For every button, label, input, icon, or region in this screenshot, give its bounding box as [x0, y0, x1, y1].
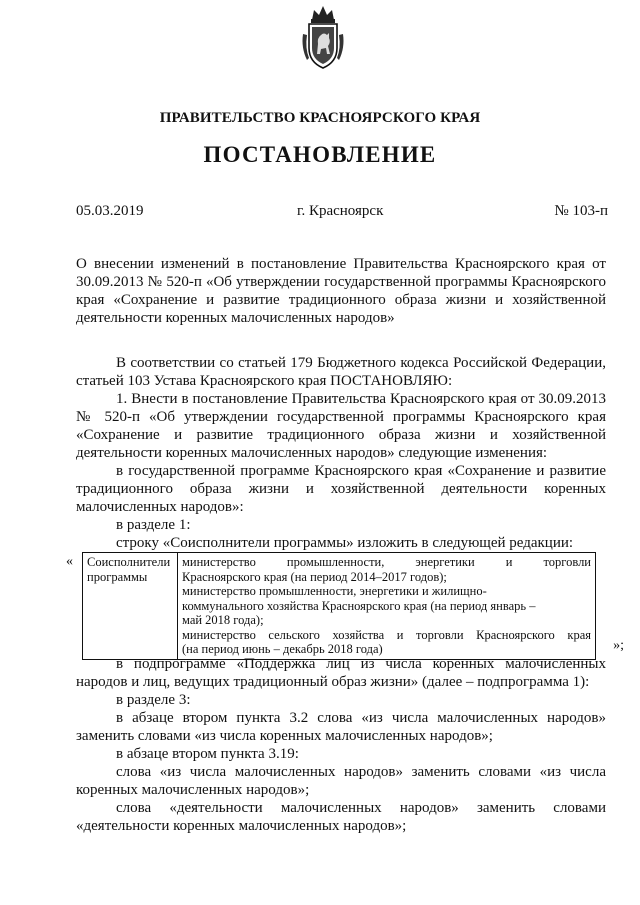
quote-open: «: [66, 554, 73, 569]
paragraph-item-1: 1. Внести в постановление Правительства Красноярского края от 30.09.2013 № 520-п «Об утверждении государственной программы Красноярского края «Сохранение и развитие традиционного образа жизни и хозяйственной деятельности коренных малочисленных народов» следующие изменения:: [76, 391, 606, 461]
paragraph-words-1: слова «из числа малочисленных народов» заменить словами «из числа коренных малочисленных народов»;: [76, 764, 606, 798]
inserted-table-block: [66, 552, 624, 656]
paragraph-subprogram: в подпрограмме «Поддержка лиц из числа коренных малочисленных народов и лиц, ведущих традиционный образ жизни» (далее – подпрограмма 1):: [76, 656, 606, 690]
paragraph-basis: В соответствии со статьей 179 Бюджетного кодекса Российской Федерации, статьей 103 Устава Красноярского края ПОСТАНОВЛЯЮ:: [76, 355, 606, 389]
co-executors-table: [82, 552, 596, 660]
table-line: министерство сельского хозяйства и торговли Красноярского края: [182, 627, 591, 642]
table-row: [83, 553, 596, 660]
table-line: май 2018 года);: [182, 613, 264, 627]
table-line: (на период июнь – декабрь 2018 года): [182, 642, 383, 656]
paragraph-section-1: в разделе 1:: [116, 517, 191, 533]
paragraph-row-edit: строку «Соисполнители программы» изложить в следующей редакции:: [116, 535, 574, 551]
organization-title: ПРАВИТЕЛЬСТВО КРАСНОЯРСКОГО КРАЯ: [159, 110, 481, 126]
paragraph-section-3: в разделе 3:: [116, 692, 191, 708]
table-value-cell: [178, 553, 596, 660]
paragraph-clause-3-2: в абзаце втором пункта 3.2 слова «из числа малочисленных народов» заменить словами «из числа коренных малочисленных народов»;: [76, 710, 606, 744]
document-date: 05.03.2019: [76, 203, 144, 219]
table-line: министерство промышленности, энергетики и жилищно-: [182, 584, 487, 598]
document-city: г. Красноярск: [297, 203, 384, 219]
paragraph-words-2: слова «деятельности малочисленных народов» заменить словами «деятельности коренных малочисленных народов»;: [76, 800, 606, 834]
quote-close: »;: [613, 638, 624, 653]
document-number: № 103-п: [554, 203, 608, 219]
paragraph-clause-3-19: в абзаце втором пункта 3.19:: [116, 746, 299, 762]
document-type-title: ПОСТАНОВЛЕНИЕ: [203, 142, 437, 167]
table-label-cell: Соисполнители программы: [83, 553, 178, 660]
table-line: коммунального хозяйства Красноярского края (на период январь –: [182, 598, 536, 613]
coat-of-arms-icon: [300, 4, 346, 70]
table-line: Красноярского края (на период 2014–2017 годов);: [182, 569, 447, 584]
paragraph-program: в государственной программе Красноярского края «Сохранение и развитие традиционного образа жизни и хозяйственной деятельности коренных малочисленных народов»:: [76, 463, 606, 515]
document-body: [66, 354, 624, 835]
table-line: министерство промышленности, энергетики и торговли: [182, 555, 591, 569]
document-subject: О внесении изменений в постановление Правительства Красноярского края от 30.09.2013 № 520-п «Об утверждении государственной программы Красноярского края «Сохранение и развитие традиционного образа жизни и хозяйственной деятельности коренных малочисленных народов»: [76, 256, 606, 326]
